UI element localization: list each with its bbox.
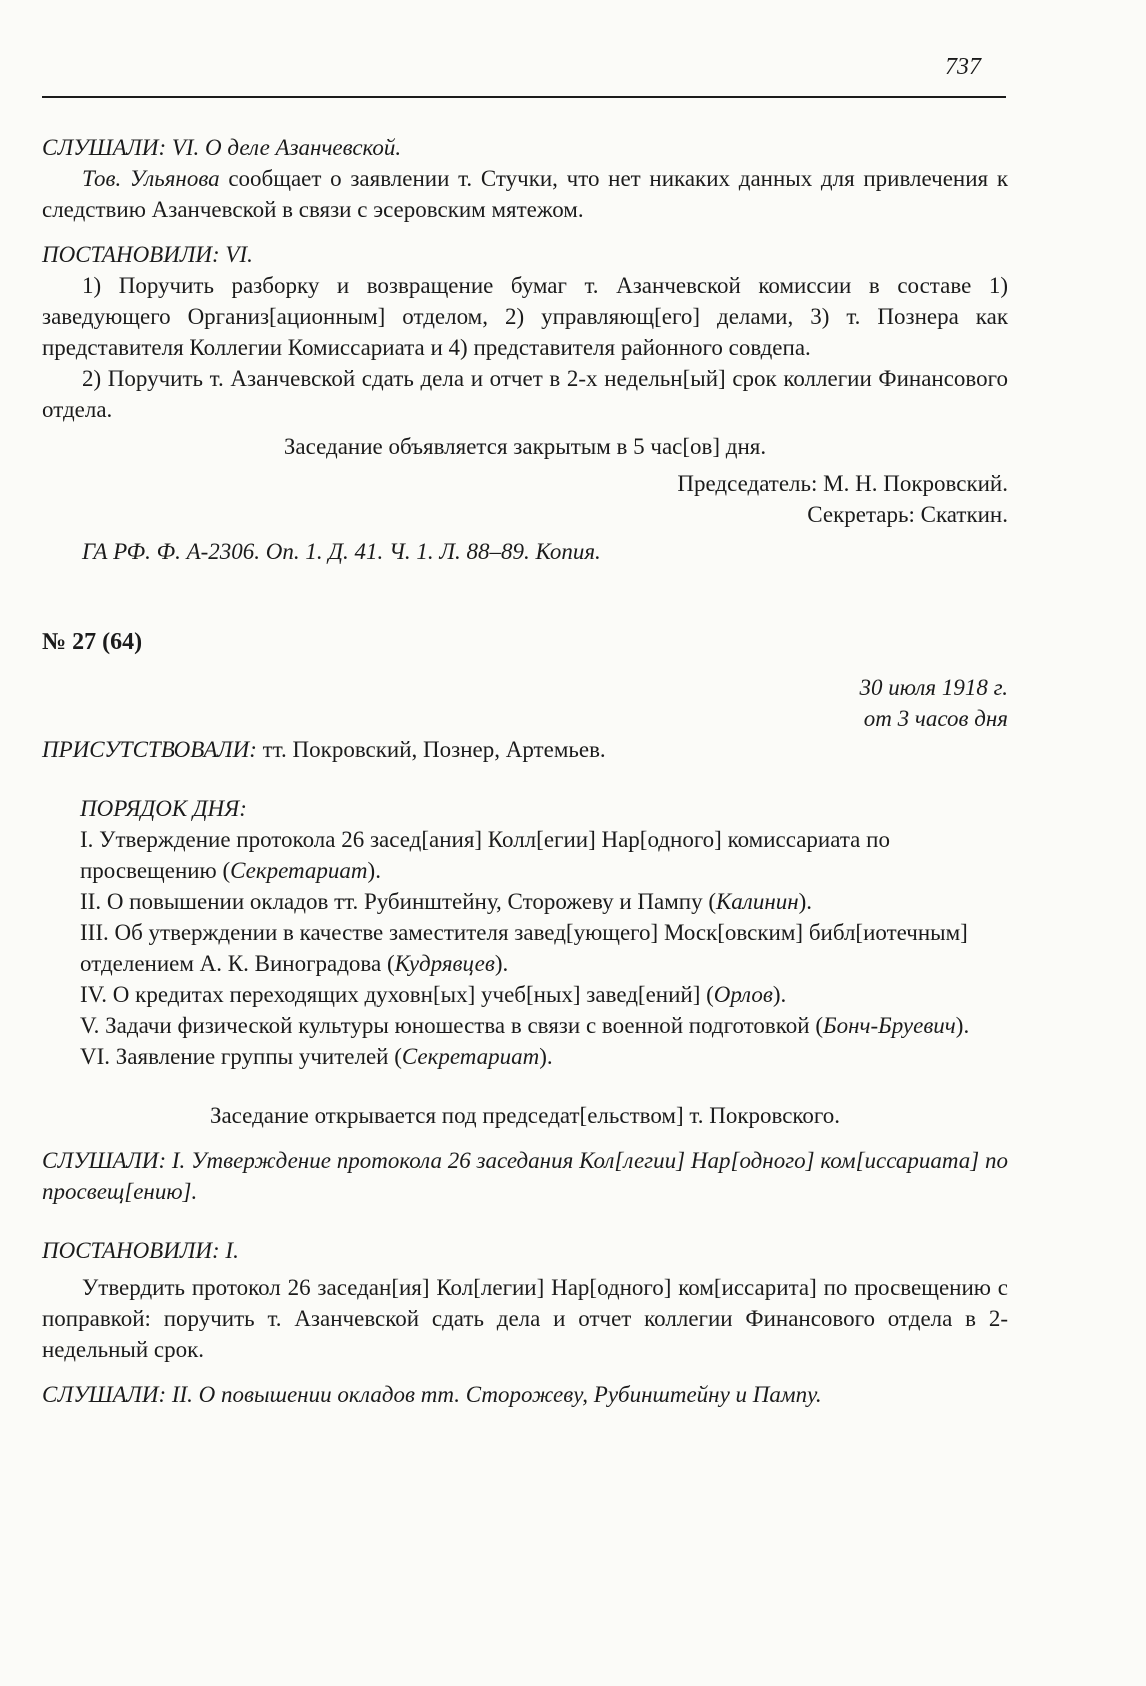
speaker-name: Тов. Ульянова — [82, 166, 220, 191]
resolution-vi-item-2: 2) Поручить т. Азанчевской сдать дела и отчет в 2-х недельн[ый] срок коллегии Финансового отдела. — [42, 366, 1008, 422]
present-line — [42, 734, 1008, 765]
archive-reference: ГА РФ. Ф. А-2306. Оп. 1. Д. 41. Ч. 1. Л. 88–89. Копия. — [82, 539, 601, 564]
document-date: 30 июля 1918 г. — [859, 675, 1008, 700]
document-time: от 3 часов дня — [863, 706, 1008, 731]
chairman-signature: Председатель: М. Н. Покровский. — [677, 471, 1008, 496]
speaker-text: сообщает о заявлении т. Стучки, что нет никаких данных для привлечения к следствию Азанчевской в связи с эсеровским мятежом. — [42, 166, 1009, 222]
agenda-item: VI. Заявление группы учителей (Секретариат). — [80, 1044, 553, 1069]
heard-vi: СЛУШАЛИ: VI. О деле Азанчевской. — [42, 135, 402, 160]
agenda-item: IV. О кредитах переходящих духовн[ых] учеб[ных] завед[ений] (Орлов). — [80, 982, 787, 1007]
agenda-item: II. О повышении окладов тт. Рубинштейну, Сторожеву и Пампу (Калинин). — [80, 889, 813, 914]
resolution-vi-item-1: 1) Поручить разборку и возвращение бумаг т. Азанчевской комиссии в составе 1) заведующего Организ[ационным] отделом, 2) управляющ[его] делами, 3) т. Познера как представителя Коллегии Комиссариата и 4) представителя районного совдепа. — [42, 273, 1008, 360]
page-content — [42, 132, 1008, 1410]
resolved-i: ПОСТАНОВИЛИ: I. — [42, 1238, 239, 1263]
agenda — [80, 793, 1008, 1072]
resolution-i-text: Утвердить протокол 26 заседан[ия] Кол[легии] Нар[одного] ком[иссарита] по просвещению с поправкой: поручить т. Азанчевской сдать дела и отчет коллегии Финансового отдела в 2-недельный срок. — [42, 1275, 1008, 1362]
heard-i: СЛУШАЛИ: I. Утверждение протокола 26 заседания Кол[легии] Нар[одного] ком[иссариата] по просвещ[ению]. — [42, 1148, 1008, 1204]
agenda-item: I. Утверждение протокола 26 засед[ания] Колл[егии] Нар[одного] комиссариата по просвещению (Секретариат). — [80, 827, 890, 883]
present-label: ПРИСУТСТВОВАЛИ: — [42, 737, 257, 762]
secretary-signature: Секретарь: Скаткин. — [807, 502, 1008, 527]
opening-line: Заседание открывается под председат[ельством] т. Покровского. — [209, 1103, 841, 1128]
header-rule — [42, 96, 1006, 98]
heard-ii: СЛУШАЛИ: II. О повышении окладов тт. Сторожеву, Рубинштейну и Пампу. — [42, 1382, 822, 1407]
closing-line: Заседание объявляется закрытым в 5 час[ов] дня. — [283, 434, 767, 459]
page-number: 737 — [945, 54, 981, 80]
agenda-item: V. Задачи физической культуры юношества в связи с военной подготовкой (Бонч-Бруевич). — [80, 1013, 970, 1038]
resolved-vi: ПОСТАНОВИЛИ: VI. — [42, 242, 253, 267]
document-number: № 27 (64) — [42, 629, 143, 655]
agenda-item: III. Об утверждении в качестве заместителя завед[ующего] Моск[овским] библ[иотечным] отделением А. К. Виноградова (Кудрявцев). — [80, 920, 968, 976]
paragraph-vi-report — [42, 163, 1008, 225]
agenda-title: ПОРЯДОК ДНЯ: — [80, 796, 247, 821]
present-text: тт. Покровский, Познер, Артемьев. — [256, 737, 606, 762]
